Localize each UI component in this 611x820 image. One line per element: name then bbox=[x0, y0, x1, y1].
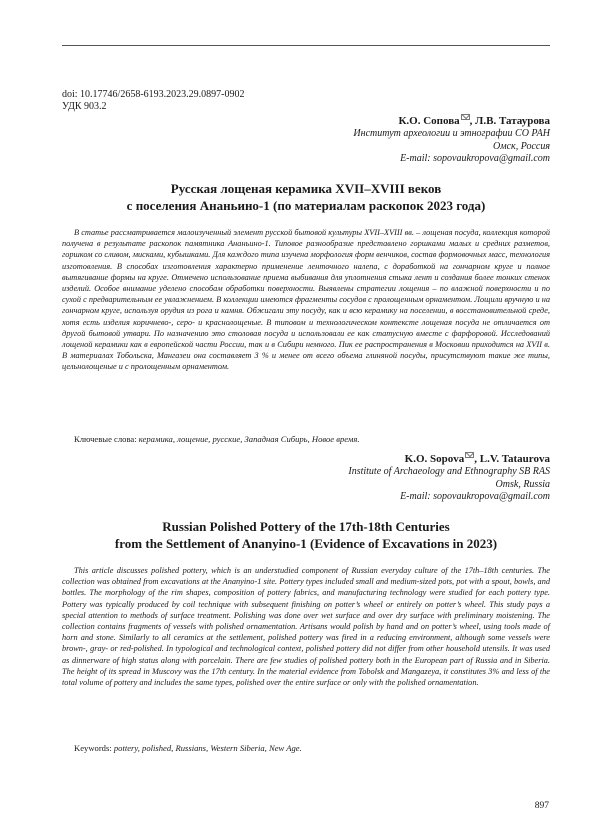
en-title bbox=[62, 518, 550, 552]
en-title-line2: from the Settlement of Ananyino-1 (Evidence of Excavations in 2023) bbox=[114, 536, 498, 551]
en-author2: , L.V. Tataurova bbox=[474, 453, 550, 465]
ru-title-line1: Русская лощеная керамика XVII–XVIII веков bbox=[170, 181, 442, 196]
en-authors bbox=[348, 452, 550, 466]
envelope-icon bbox=[461, 114, 470, 120]
ru-email: E-mail: sopovaukropova@gmail.com bbox=[400, 153, 550, 164]
ru-institution: Институт археологии и этнографии СО РАН bbox=[353, 128, 550, 139]
ru-title-line2: с поселения Ананьино-1 (по материалам раскопок 2023 года) bbox=[126, 198, 486, 213]
ru-abstract: В статье рассматривается малоизученный элемент русской бытовой культуры XVII–XVIII вв. – лощеная посуда, коллекция которой получена в результате раскопок памятника Ананьино-1. Типовое разнообразие представлено горшками малых и средних разметов, горшком со сливом, мисками, кубышками. Для каждого типа изучена морфология форм венчиков, состав формовочных масс, технология изготовления. В способах изготовления характерно применение ленточного налепа, с доработкой на гончарном круге и полное вытягивание формы на круге. Отмечено использование приема выбивания для уплотнения стыка лент и создания более тонких стенок изделий. Особое внимание уделено способам обработки поверхности. Выявлены стратегии лощения – по влажной поверхности и по сухой с предварительным ее увлажнением. В коллекции имеются фрагменты сосудов с пролощенным орнаментом. Лощили вручную и на гончарном круге, используя орудия из рога и камня. Обжигали эту посуду, как и всю керамику на поселении, в восстановительной среде, хотя есть изделия коричнево-, серо- и краснолощеные. В типовом и технологическом контексте лощеная посуда не отличается от другой бытовой утвари. По назначению это столовая посуда и использовали ее как статусную вместе с фарфоровой. Исследований лощеной керамики как в европейской части России, так и в Сибири немного. Пик ее распространения в Московии приходится на XVII в. В материалах Тобольска, Мангазеи она составляет 3 % и менее от всего объема глиняной посуды, присутствуют такие же типы, цельнолощеные и с пролощенным орнаментом. bbox=[62, 228, 550, 372]
en-keywords-label: Keywords: bbox=[74, 743, 114, 753]
ru-keywords bbox=[74, 434, 360, 445]
ru-author-block bbox=[353, 114, 550, 166]
top-rule bbox=[62, 45, 550, 46]
udk: УДК 903.2 bbox=[62, 101, 107, 112]
ru-author2: , Л.В. Татаурова bbox=[469, 115, 550, 127]
en-keywords-list: pottery, polished, Russians, Western Siberia, New Age. bbox=[113, 743, 302, 753]
en-email: E-mail: sopovaukropova@gmail.com bbox=[400, 491, 550, 502]
ru-keywords-label: Ключевые слова: bbox=[74, 434, 139, 444]
ru-author1: К.О. Сопова bbox=[398, 115, 460, 127]
en-abstract: This article discusses polished pottery, which is an understudied component of Russian everyday culture of the 17th–18th centuries. The collection was obtained from excavations at the Ananyino-1 site. Pottery types included small and medium-sized pots, pot with a spout, bowls, and bottles. The morphology of the rim shapes, composition of pottery fabrics, and manufacturing technology were studied for each pottery type. Pottery was typically produced by coil technique with subsequent finishing on potter’s wheel or entirely on potter’s wheel. This study pays a special attention to methods of surface treatment. Polishing was done over wet surface and over dry surface with preliminary moistening. The collection contains fragments of vessels with polished ornamentation. Artisans would polish by hand and on potter’s wheel, using tools made of horn and stone. Similarly to all ceramics at the settlement, polished pottery was fired in a reducing environment, although some vessels were brown-, gray- or red-polished. In typological and technological context, polished pottery did not differ from other household utensils. It was used as dinnerware of high status along with porcelain. There are few studies of polished pottery both in the European part of Russia and in Siberia. The height of its spread in Muscovy was the 17th century. In the material evidence from Tobolsk and Mangazeya, it constitutes 3% and less of the total volume of pottery and includes the same types, polished over the entire surface or only with the polished ornamentation. bbox=[62, 566, 550, 688]
en-title-line1: Russian Polished Pottery of the 17th-18th Centuries bbox=[162, 519, 450, 534]
ru-authors bbox=[353, 114, 550, 128]
en-city: Omsk, Russia bbox=[495, 478, 550, 490]
en-author-block bbox=[348, 452, 550, 504]
en-keywords bbox=[74, 743, 302, 754]
en-author1: K.O. Sopova bbox=[404, 453, 465, 465]
en-institution: Institute of Archaeology and Ethnography SB RAS bbox=[348, 466, 550, 477]
ru-city: Омск, Россия bbox=[493, 140, 550, 152]
page-number: 897 bbox=[534, 801, 549, 811]
ru-title bbox=[62, 180, 550, 214]
doi: doi: 10.17746/2658-6193.2023.29.0897-0902 bbox=[62, 89, 245, 100]
ru-keywords-list: керамика, лощение, русские, Западная Сибирь, Новое время. bbox=[138, 434, 360, 444]
envelope-icon bbox=[465, 452, 474, 458]
